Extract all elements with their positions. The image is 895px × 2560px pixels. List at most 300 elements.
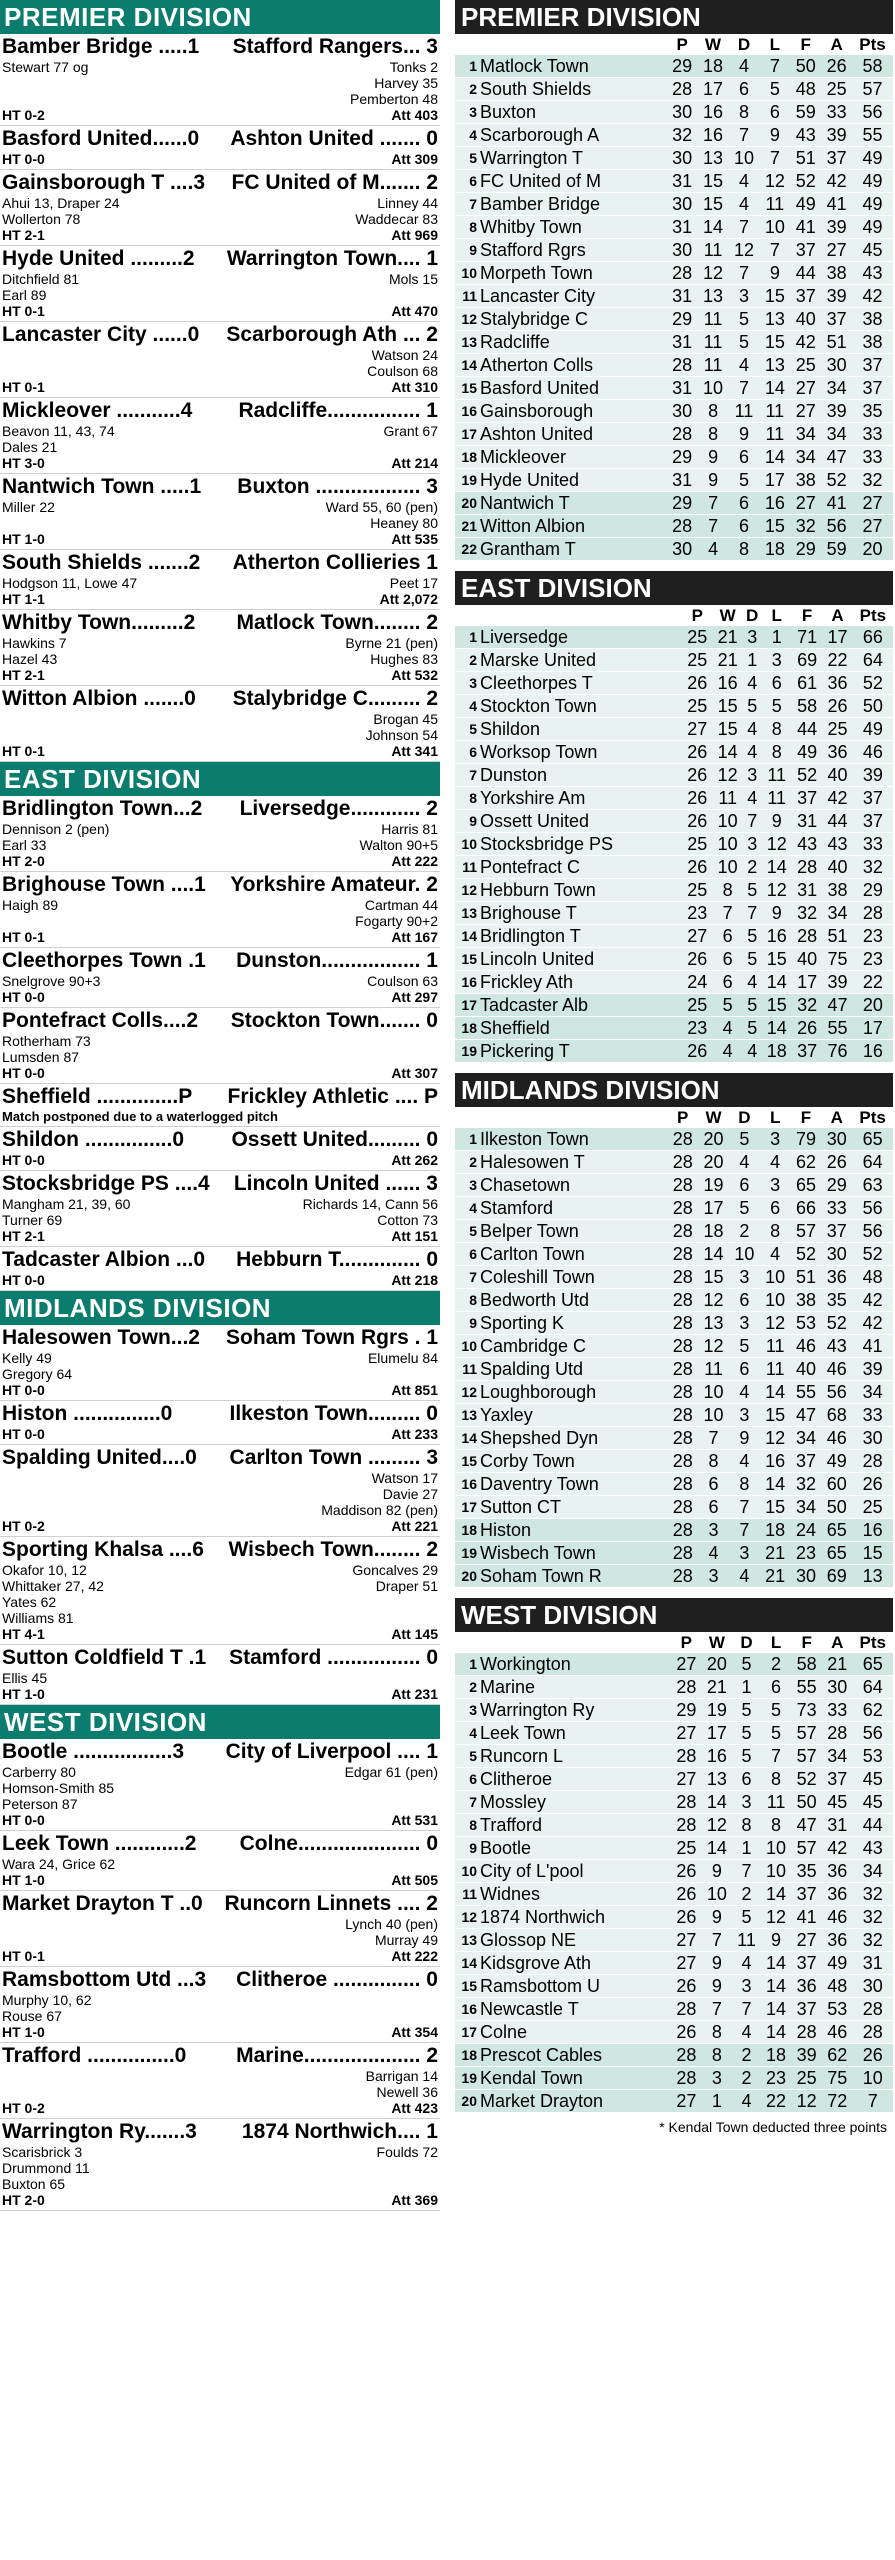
stat-cell: 45 <box>853 1791 893 1814</box>
stat-cell: 49 <box>792 741 822 764</box>
position: 9 <box>455 1837 480 1860</box>
team-name: Carlton Town <box>480 1243 667 1266</box>
table-row <box>455 193 893 216</box>
team-name: Stamford <box>480 1197 667 1220</box>
team-name: Gainsborough <box>480 400 667 423</box>
stat-cell: 13 <box>702 1768 733 1791</box>
table-row <box>455 1768 893 1791</box>
stat-cell: 28 <box>667 1473 698 1496</box>
stat-cell: 44 <box>822 810 852 833</box>
stat-cell: 9 <box>702 1906 733 1929</box>
stat-cell: 55 <box>822 1017 852 1040</box>
scorer: Homson-Smith 85 <box>2 1780 115 1796</box>
stat-cell: 9 <box>759 262 790 285</box>
stat-cell: 6 <box>712 925 742 948</box>
stat-cell: 39 <box>822 971 852 994</box>
away-team-score: Liversedge............ 2 <box>239 797 438 820</box>
stat-cell: 28 <box>667 1243 698 1266</box>
match-footer <box>2 227 438 243</box>
team-name: Sheffield <box>480 1017 682 1040</box>
section-spacer <box>455 1063 893 1073</box>
stat-cell: 38 <box>822 879 852 902</box>
match-teams <box>2 1740 438 1764</box>
away-scorers <box>303 1196 438 1228</box>
stat-cell: 26 <box>682 856 712 879</box>
stat-cell: 6 <box>762 672 792 695</box>
away-team-score: Atherton Collieries 1 <box>232 551 438 574</box>
attendance: Att 222 <box>391 1948 438 1964</box>
stat-cell: 18 <box>698 1220 729 1243</box>
match-footer <box>2 1272 438 1288</box>
stat-cell: 25 <box>822 718 852 741</box>
stat-cell: 12 <box>702 1814 733 1837</box>
scorer: Lumsden 87 <box>2 1049 80 1065</box>
half-time-score: HT 4-1 <box>2 1626 45 1642</box>
table-header: PREMIER DIVISION <box>455 0 893 34</box>
stat-cell: 65 <box>791 1174 822 1197</box>
position: 13 <box>455 902 480 925</box>
home-scorers <box>2 423 115 455</box>
team-name: Leek Town <box>480 1722 671 1745</box>
away-team-score: Yorkshire Amateur. 2 <box>230 873 438 896</box>
team-name: Belper Town <box>480 1220 667 1243</box>
scorer: Walton 90+5 <box>359 837 438 853</box>
stat-cell: 43 <box>822 833 852 856</box>
stat-cell: 69 <box>821 1565 852 1588</box>
attendance: Att 221 <box>391 1518 438 1534</box>
scorer: Mols 15 <box>388 271 438 287</box>
stat-cell: 14 <box>760 1473 791 1496</box>
scorer: Okafor 10, 12 <box>2 1562 87 1578</box>
stat-cell: 26 <box>682 741 712 764</box>
stat-cell: 17 <box>702 1722 733 1745</box>
stat-cell: 19 <box>702 1699 733 1722</box>
stat-cell: 36 <box>822 1883 853 1906</box>
position: 7 <box>455 764 480 787</box>
stat-cell: 4 <box>743 672 762 695</box>
scorers <box>2 1916 438 1948</box>
stat-cell: 6 <box>732 1768 761 1791</box>
scorers <box>2 2068 438 2100</box>
stat-cell: 60 <box>821 1473 852 1496</box>
stat-cell: 64 <box>853 649 893 672</box>
stat-cell: 44 <box>792 718 822 741</box>
scorer: Watson 17 <box>371 1470 438 1486</box>
stat-cell: 32 <box>667 124 698 147</box>
stat-cell: 10 <box>761 1860 792 1883</box>
stat-cell: 8 <box>698 423 729 446</box>
stat-cell: 34 <box>852 1381 893 1404</box>
scorers <box>2 1470 438 1518</box>
stat-cell: 31 <box>792 810 822 833</box>
position: 14 <box>455 925 480 948</box>
position: 6 <box>455 170 480 193</box>
stat-cell: 8 <box>762 718 792 741</box>
scorer: Williams 81 <box>2 1610 74 1626</box>
stat-cell: 10 <box>760 1289 791 1312</box>
table-row <box>455 124 893 147</box>
attendance: Att 354 <box>391 2024 438 2040</box>
stat-cell: 39 <box>821 216 852 239</box>
stat-cell: 32 <box>853 1906 893 1929</box>
stat-cell: 42 <box>852 1312 893 1335</box>
stat-cell: 56 <box>853 1722 893 1745</box>
table-row <box>455 971 893 994</box>
stat-cell: 36 <box>791 1975 822 1998</box>
scorer: Stewart 77 og <box>2 59 89 75</box>
match-result <box>0 1831 440 1891</box>
scorer: Tonks 2 <box>389 59 438 75</box>
scorer: Foulds 72 <box>376 2144 438 2160</box>
stat-cell: 26 <box>682 672 712 695</box>
table-row <box>455 331 893 354</box>
position: 14 <box>455 1427 480 1450</box>
match-result <box>0 398 440 474</box>
stat-cell: 1 <box>743 649 762 672</box>
stat-cell: 41 <box>821 193 852 216</box>
column-header: P <box>680 1632 692 1652</box>
pos-header <box>455 1107 480 1128</box>
stat-cell: 3 <box>729 1404 760 1427</box>
stat-cell: 10 <box>761 1837 792 1860</box>
stat-cell: 29 <box>667 55 698 78</box>
stat-cell: 2 <box>761 1653 792 1676</box>
league-table <box>455 1107 893 1588</box>
home-team-score: Stocksbridge PS ....4 <box>2 1172 210 1195</box>
stat-cell: 32 <box>853 1929 893 1952</box>
stat-cell: 7 <box>759 239 790 262</box>
scorer: Ahui 13, Draper 24 <box>2 195 120 211</box>
scorers <box>2 347 438 379</box>
scorer: Hawkins 7 <box>2 635 67 651</box>
match-result <box>0 170 440 246</box>
table-row <box>455 1220 893 1243</box>
table-row <box>455 925 893 948</box>
away-team-score: Ossett United......... 0 <box>231 1128 438 1151</box>
stat-cell: 2 <box>743 856 762 879</box>
away-scorers <box>367 973 438 989</box>
stat-cell: 23 <box>853 948 893 971</box>
stat-cell: 33 <box>852 1404 893 1427</box>
stat-cell: 20 <box>852 538 893 561</box>
stat-cell: 3 <box>729 285 760 308</box>
stat-cell: 10 <box>702 1883 733 1906</box>
stat-cell: 28 <box>667 1496 698 1519</box>
match-footer <box>2 1065 438 1081</box>
stat-cell: 14 <box>702 1791 733 1814</box>
scorer: Ditchfield 81 <box>2 271 80 287</box>
scorer: Richards 14, Cann 56 <box>302 1196 438 1212</box>
away-team-score: Carlton Town ......... 3 <box>229 1446 438 1469</box>
team-name: Prescot Cables <box>480 2044 671 2067</box>
stat-cell: 26 <box>682 787 712 810</box>
stat-cell: 13 <box>698 285 729 308</box>
stat-cell: 57 <box>791 1837 822 1860</box>
stat-cell: 39 <box>821 400 852 423</box>
column-header: Pts <box>859 34 886 54</box>
match-teams <box>2 687 438 711</box>
stat-cell: 21 <box>822 1653 853 1676</box>
position: 18 <box>455 1017 480 1040</box>
table-row <box>455 1745 893 1768</box>
stat-cell: 41 <box>852 1335 893 1358</box>
stat-cell: 11 <box>760 1335 791 1358</box>
stat-cell: 27 <box>682 925 712 948</box>
stat-cell: 27 <box>790 492 821 515</box>
position: 2 <box>455 1151 480 1174</box>
position: 12 <box>455 879 480 902</box>
stat-cell: 23 <box>853 925 893 948</box>
scorer: Davie 27 <box>382 1486 438 1502</box>
position: 16 <box>455 400 480 423</box>
stat-cell: 11 <box>698 308 729 331</box>
match-result <box>0 322 440 398</box>
stat-cell: 4 <box>729 193 760 216</box>
position: 2 <box>455 649 480 672</box>
home-scorers <box>2 897 58 929</box>
match-teams <box>2 171 438 195</box>
stat-cell: 15 <box>762 948 792 971</box>
match-result <box>0 1084 440 1127</box>
stat-cell: 42 <box>821 170 852 193</box>
home-team-score: Whitby Town.........2 <box>2 611 196 634</box>
stat-cell: 55 <box>791 1381 822 1404</box>
stat-cell: 3 <box>760 1174 791 1197</box>
team-name: Yaxley <box>480 1404 667 1427</box>
stat-cell: 26 <box>792 1017 822 1040</box>
stat-cell: 28 <box>822 1722 853 1745</box>
team-header <box>480 1107 667 1128</box>
table-header-row <box>455 1107 893 1128</box>
column-header: Pts <box>859 1107 886 1127</box>
table-row <box>455 377 893 400</box>
table-row <box>455 787 893 810</box>
table-row <box>455 1860 893 1883</box>
stat-cell: 44 <box>790 262 821 285</box>
stat-cell: 36 <box>822 1929 853 1952</box>
position: 21 <box>455 515 480 538</box>
stat-cell: 37 <box>821 308 852 331</box>
stat-cell: 48 <box>852 1266 893 1289</box>
stat-cell: 12 <box>698 262 729 285</box>
position: 10 <box>455 262 480 285</box>
stat-cell: 53 <box>853 1745 893 1768</box>
home-team-score: Ramsbottom Utd ...3 <box>2 1968 207 1991</box>
scorer: Pemberton 48 <box>350 91 438 107</box>
team-name: Pontefract C <box>480 856 682 879</box>
scorer: Hodgson 11, Lowe 47 <box>2 575 138 591</box>
column-header: D <box>746 605 759 625</box>
stat-cell: 32 <box>792 994 822 1017</box>
pos-header <box>455 605 480 626</box>
home-team-score: Bootle .................3 <box>2 1740 185 1763</box>
stat-cell: 75 <box>822 2067 853 2090</box>
stat-cell: 14 <box>762 971 792 994</box>
stat-cell: 4 <box>729 1565 760 1588</box>
column-header: L <box>770 1632 782 1652</box>
scorers <box>2 973 438 989</box>
stat-cell: 42 <box>852 1289 893 1312</box>
stat-cell: 5 <box>761 1699 792 1722</box>
stat-cell: 36 <box>822 1860 853 1883</box>
stat-cell: 56 <box>821 1381 852 1404</box>
table-row <box>455 1519 893 1542</box>
stat-cell: 14 <box>761 1975 792 1998</box>
stat-cell: 28 <box>667 78 698 101</box>
stat-cell: 18 <box>698 55 729 78</box>
division-header: WEST DIVISION <box>0 1705 440 1739</box>
stat-cell: 20 <box>853 994 893 1017</box>
stat-cell: 34 <box>822 1745 853 1768</box>
team-name: Stafford Rgrs <box>480 239 667 262</box>
stat-cell: 7 <box>698 515 729 538</box>
position: 8 <box>455 216 480 239</box>
match-footer <box>2 2192 438 2208</box>
column-header: P <box>691 605 703 625</box>
position: 9 <box>455 1312 480 1335</box>
column-header: W <box>705 1107 722 1127</box>
stat-cell: 28 <box>852 1450 893 1473</box>
stat-cell: 43 <box>852 262 893 285</box>
stat-cell: 5 <box>743 879 762 902</box>
stat-cell: 5 <box>759 78 790 101</box>
team-name: Hyde United <box>480 469 667 492</box>
stat-cell: 51 <box>790 147 821 170</box>
table-header-row <box>455 605 893 626</box>
stat-cell: 48 <box>790 78 821 101</box>
team-name: Matlock Town <box>480 55 667 78</box>
table-row <box>455 262 893 285</box>
team-name: Pickering T <box>480 1040 682 1063</box>
stat-cell: 59 <box>790 101 821 124</box>
column-header: D <box>738 1107 751 1127</box>
stat-cell: 46 <box>821 1427 852 1450</box>
stat-cell: 46 <box>821 1358 852 1381</box>
stat-cell: 5 <box>743 1017 762 1040</box>
stat-cell: 25 <box>791 2067 822 2090</box>
table-row <box>455 1128 893 1151</box>
table-row <box>455 1427 893 1450</box>
home-scorers <box>2 1670 47 1686</box>
column-header: Pts <box>859 605 887 625</box>
table-row <box>455 1791 893 1814</box>
stat-cell: 15 <box>698 193 729 216</box>
table-row <box>455 101 893 124</box>
stat-cell: 28 <box>667 1312 698 1335</box>
team-name: Yorkshire Am <box>480 787 682 810</box>
stat-cell: 27 <box>790 377 821 400</box>
table-row <box>455 695 893 718</box>
scorers <box>2 1033 438 1065</box>
match-teams <box>2 35 438 59</box>
team-name: Marske United <box>480 649 682 672</box>
stat-cell: 12 <box>762 833 792 856</box>
table-row <box>455 1676 893 1699</box>
table-row <box>455 879 893 902</box>
position: 18 <box>455 1519 480 1542</box>
position: 4 <box>455 124 480 147</box>
stat-cell: 34 <box>821 423 852 446</box>
stat-cell: 18 <box>762 1040 792 1063</box>
stat-cell: 27 <box>671 2090 702 2113</box>
column-header: F <box>801 1632 812 1652</box>
position: 5 <box>455 147 480 170</box>
stat-cell: 12 <box>760 1427 791 1450</box>
stat-cell: 64 <box>852 1151 893 1174</box>
position: 3 <box>455 1699 480 1722</box>
stat-cell: 58 <box>792 695 822 718</box>
stat-cell: 37 <box>792 1040 822 1063</box>
team-name: Workington <box>480 1653 671 1676</box>
table-row <box>455 856 893 879</box>
table-header: EAST DIVISION <box>455 571 893 605</box>
home-team-score: Halesowen Town...2 <box>2 1326 200 1349</box>
stat-cell: 35 <box>791 1860 822 1883</box>
table-row <box>455 1653 893 1676</box>
stat-cell: 9 <box>729 423 760 446</box>
stat-cell: 15 <box>712 695 742 718</box>
stat-cell: 6 <box>712 971 742 994</box>
team-name: Stocksbridge PS <box>480 833 682 856</box>
scorer: Linney 44 <box>377 195 438 211</box>
stat-cell: 5 <box>743 925 762 948</box>
match-footer <box>2 303 438 319</box>
home-team-score: Bamber Bridge .....1 <box>2 35 200 58</box>
half-time-score: HT 0-0 <box>2 1812 45 1828</box>
stat-cell: 31 <box>667 170 698 193</box>
scorer: Beavon 11, 43, 74 <box>2 423 115 439</box>
team-name: Grantham T <box>480 538 667 561</box>
stat-cell: 11 <box>762 764 792 787</box>
position: 8 <box>455 1289 480 1312</box>
match-footer <box>2 1228 438 1244</box>
column-header: D <box>737 34 751 54</box>
column-header: L <box>769 34 781 54</box>
attendance: Att 309 <box>391 151 438 167</box>
half-time-score: HT 2-1 <box>2 1228 45 1244</box>
team-name: Lancaster City <box>480 285 667 308</box>
stat-cell: 55 <box>791 1676 822 1699</box>
match-footer <box>2 1518 438 1534</box>
stat-cell: 4 <box>729 1450 760 1473</box>
position: 6 <box>455 1243 480 1266</box>
scorers <box>2 1562 438 1626</box>
stat-cell: 4 <box>732 2090 761 2113</box>
match-teams <box>2 551 438 575</box>
position: 19 <box>455 1040 480 1063</box>
stat-cell: 50 <box>791 1791 822 1814</box>
team-name: Witton Albion <box>480 515 667 538</box>
table-row <box>455 469 893 492</box>
stat-cell: 53 <box>822 1998 853 2021</box>
home-team-score: Sheffield ..............P <box>2 1085 193 1108</box>
stat-cell: 45 <box>852 239 893 262</box>
half-time-score: HT 2-1 <box>2 667 45 683</box>
match-teams <box>2 2044 438 2068</box>
stat-cell: 3 <box>732 1975 761 1998</box>
column-header: L <box>771 605 782 625</box>
scorer: Harris 81 <box>381 821 438 837</box>
position: 11 <box>455 1883 480 1906</box>
table-row <box>455 741 893 764</box>
half-time-score: HT 2-0 <box>2 853 45 869</box>
team-header <box>480 1632 671 1653</box>
stat-cell: 42 <box>822 787 852 810</box>
stat-cell: 62 <box>853 1699 893 1722</box>
scorer: Dennison 2 (pen) <box>2 821 110 837</box>
stat-cell: 5 <box>732 1745 761 1768</box>
stat-cell: 9 <box>702 1975 733 1998</box>
